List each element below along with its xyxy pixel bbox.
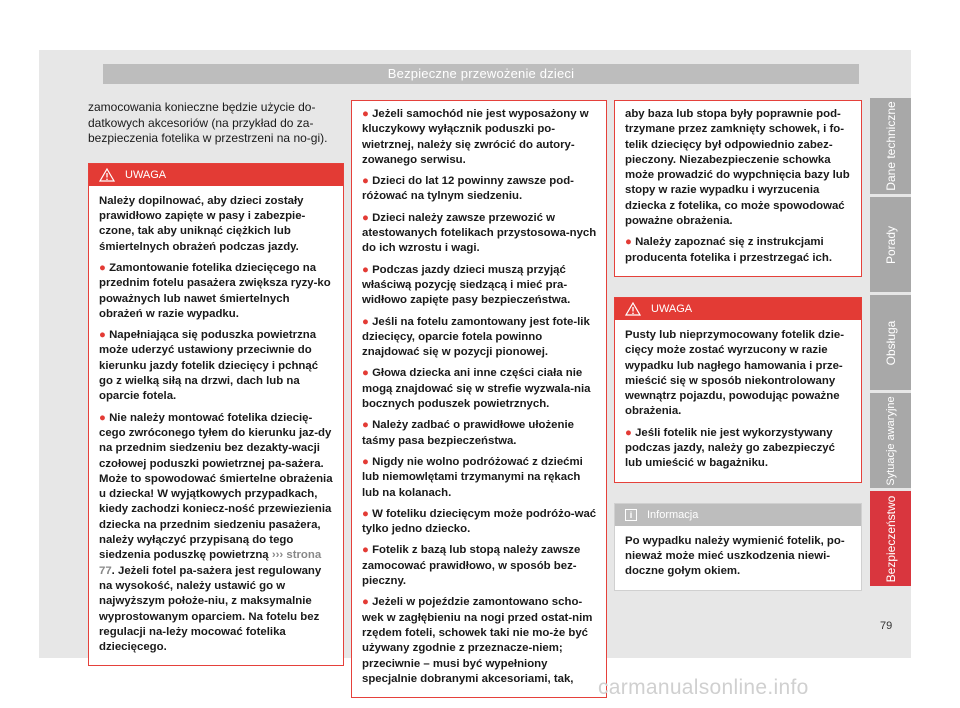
info-text: Po wypadku należy wymienić fotelik, po-nieważ może mieć uszkodzenia niewi-doczne gołym okiem.: [625, 534, 845, 578]
bullet-icon: ●: [625, 426, 632, 439]
bullet-icon: ●: [99, 329, 106, 342]
warning-box-continued-2: [614, 100, 862, 277]
warning-box-continued: [351, 100, 607, 698]
column-3: [614, 100, 862, 591]
warning-item: ● W foteliku dziecięcym może podróżo-wać tylko jedno dziecko.: [362, 507, 597, 536]
info-title: Informacja: [647, 508, 699, 521]
warning-lead: Pusty lub nieprzymocowany fotelik dzie-cięcy może zostać wyrzucony w razie wypadku lub nagłego hamowania i prze-mieścić się w sposób niekontrolowany wewnątrz pojazdu, powodując poważne obrażenia.: [625, 328, 844, 418]
info-box: [614, 503, 862, 591]
warning-triangle-icon: [625, 302, 641, 316]
warning-title: UWAGA: [125, 168, 167, 181]
page-number: 79: [880, 620, 893, 632]
info-header: [615, 504, 861, 526]
bullet-icon: ●: [362, 455, 369, 468]
tab-sytuacje-awaryjne[interactable]: Sytuacje awaryjne: [870, 393, 911, 488]
intro-paragraph: zamocowania konieczne będzie użycie do-datkowych akcesoriów (na przykład do za-bezpieczenia fotelika w przestrzeni na no-gi).: [88, 100, 328, 146]
warning-item: ● Jeżeli samochód nie jest wyposażony w kluczykowy wyłącznik poduszki po-wietrznej, należy się zwrócić do autory-zowanego serwisu.: [362, 108, 589, 166]
warning-lead: Należy dopilnować, aby dzieci zostały prawidłowo zapięte w pasy i zabezpie-czone, tak aby uniknąć ciężkich lub śmiertelnych obrażeń podczas jazdy.: [99, 194, 306, 253]
page-link-arrow[interactable]: ›››: [271, 549, 284, 562]
bullet-icon: ●: [362, 315, 369, 328]
warning-item: ● Należy zadbać o prawidłowe ułożenie taśmy pasa bezpieczeństwa.: [362, 419, 574, 447]
continuation-text: aby baza lub stopa były poprawnie pod-trzymane przez zamknięty schowek, i fo-telik dziecięcy był odpowiednio zabez-pieczony. Niezabezpieczenie schowka może prowadzić do wypchnięcia bazy lub stopy w razie wypadku i wyrzucenia dziecka z fotelika, co może spowodować poważne obrażenia.: [625, 108, 850, 228]
warning-item: ● Podczas jazdy dzieci muszą przyjąć właściwą pozycję siedzącą i mieć pra-widłowo zapięte pasy bezpieczeństwa.: [362, 263, 571, 307]
column-1: [88, 100, 344, 666]
bullet-icon: ●: [99, 261, 106, 274]
warning-title: UWAGA: [651, 302, 693, 315]
warning-item: ● Fotelik z bazą lub stopą należy zawsze zamocować prawidłowo, w sposób bez-pieczny.: [362, 544, 581, 588]
bullet-icon: ●: [362, 263, 369, 276]
bullet-icon: ●: [362, 367, 369, 380]
bullet-icon: ●: [99, 411, 106, 424]
section-header: Bezpieczne przewożenie dzieci: [103, 64, 859, 84]
warning-header: [615, 298, 861, 320]
bullet-icon: ●: [362, 419, 369, 432]
tab-dane-techniczne[interactable]: Dane techniczne: [870, 98, 911, 194]
info-icon: i: [625, 509, 637, 521]
bullet-icon: ●: [625, 236, 632, 249]
warning-item: ● Zamontowanie fotelika dziecięcego na przednim fotelu pasażera zwiększa ryzy-ko poważnych lub nawet śmiertelnych obrażeń w razie wypadku.: [99, 261, 331, 320]
column-2: [351, 100, 607, 698]
watermark: carmanualsonline.info: [598, 676, 809, 699]
warning-item: ● Nie należy montować fotelika dziecię-cego zwróconego tyłem do kierunku jaz-dy na przednim siedzeniu bez dezakty-wacji czołowej poduszki powietrznej pa-sażera. Może to spowodować śmiertelne obrażenia u dziecka! W wyjątkowych przypadkach, kiedy zachodzi koniecz-ność przewiezienia dziecka na przednim siedzeniu pasażera, należy wyłączyć przypisaną do tego siedzenia poduszkę powietrzną ››› strona 77. Jeżeli fotel pa-sażera jest regulowany na wysokość, należy ustawić go w najwyższym położe-niu, z maksymalnie wyprostowanym oparciem. Na fotelu bez regulacji na-leży mocować fotelika dziecięcego.: [99, 411, 333, 654]
tab-porady[interactable]: Porady: [870, 197, 911, 292]
page-link[interactable]: strona 77: [99, 549, 322, 577]
warning-item: ● Należy zapoznać się z instrukcjami producenta fotelika i przestrzegać ich.: [625, 236, 832, 264]
warning-box-1: [88, 163, 344, 667]
warning-header: [89, 164, 343, 186]
bullet-icon: ●: [362, 211, 369, 224]
warning-item: ● Jeśli fotelik nie jest wykorzystywany podczas jazdy, należy go zabezpieczyć lub umieścić w bagażniku.: [625, 426, 835, 470]
warning-item: ● Jeżeli w pojeździe zamontowano scho-wek w zagłębieniu na nogi przed ostat-nim rzędem foteli, schowek taki nie mo-że być używany zgodnie z przeznacze-niem; przeciwnie – musi być wypełniony specjalnie dobranymi akcesoriami, tak,: [362, 596, 593, 685]
warning-box-2: [614, 297, 862, 483]
warning-item: ● Napełniająca się poduszka powietrzna może uderzyć ustawiony przeciwnie do kierunku jazdy fotelik dziecięcy i pchnąć go z wielką siłą na drzwi, dach lub na oparcie fotela.: [99, 329, 319, 403]
bullet-icon: ●: [362, 108, 369, 120]
warning-item: ● Jeśli na fotelu zamontowany jest fote-lik dziecięcy, oparcie fotela powinno znajdować się w pozycji pionowej.: [362, 315, 590, 359]
warning-item: ● Głowa dziecka ani inne części ciała nie mogą znajdować się w strefie wyzwala-nia bocznych poduszek powietrznych.: [362, 367, 591, 411]
warning-triangle-icon: [99, 168, 115, 182]
warning-item: ● Dzieci należy zawsze przewozić w atestowanych fotelikach przystosowa-nych do ich wzrostu i wagi.: [362, 211, 597, 255]
tab-bezpieczenstwo[interactable]: Bezpieczeństwo: [870, 491, 911, 586]
bullet-icon: ●: [362, 544, 369, 557]
warning-item: ● Dzieci do lat 12 powinny zawsze pod-różować na tylnym siedzeniu.: [362, 175, 574, 203]
warning-item: ● Nigdy nie wolno podróżować z dziećmi lub niemowlętami trzymanymi na rękach lub na kolanach.: [362, 455, 583, 499]
bullet-icon: ●: [362, 596, 369, 609]
bullet-icon: ●: [362, 175, 369, 188]
tab-obsluga[interactable]: Obsługa: [870, 295, 911, 390]
bullet-icon: ●: [362, 507, 369, 520]
